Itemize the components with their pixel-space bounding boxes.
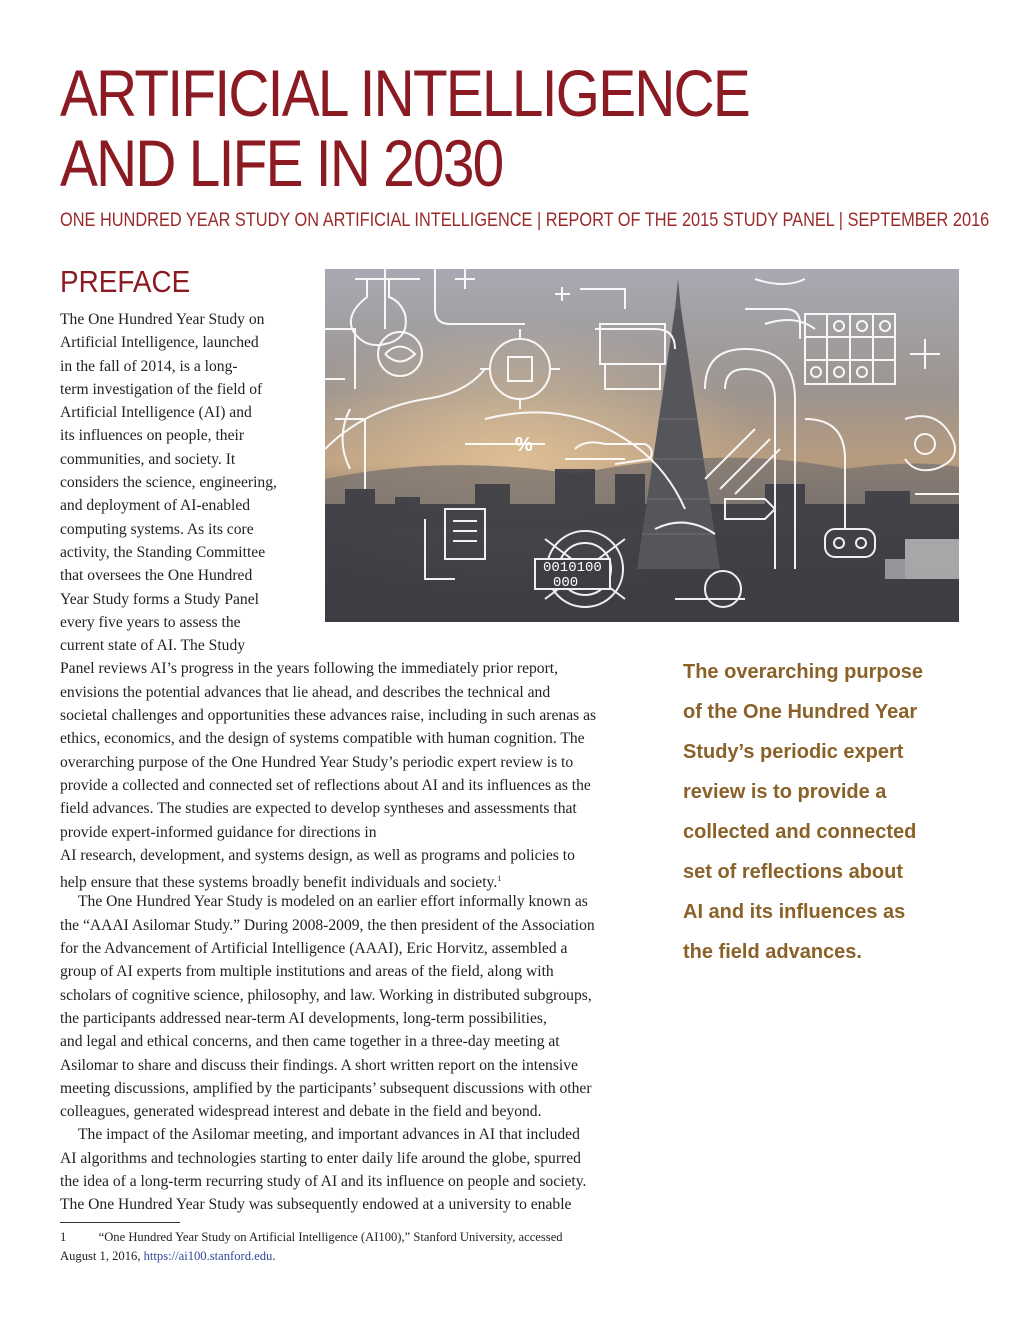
body-line: The impact of the Asilomar meeting, and important advances in AI that included bbox=[78, 1126, 580, 1144]
pull-quote-line: Study’s periodic expert bbox=[683, 741, 904, 763]
body-line: AI algorithms and technologies starting to enter daily life around the globe, spurred bbox=[60, 1149, 581, 1167]
body-line: computing systems. As its core bbox=[60, 520, 254, 538]
body-line: Artificial Intelligence (AI) and bbox=[60, 404, 252, 422]
body-line: term investigation of the field of bbox=[60, 380, 263, 398]
footnote-marker[interactable]: 1 bbox=[497, 874, 502, 884]
title-line-1: ARTIFICIAL INTELLIGENCE bbox=[60, 56, 750, 130]
body-line: Year Study forms a Study Panel bbox=[60, 590, 259, 608]
pull-quote-line: review is to provide a bbox=[683, 781, 887, 803]
body-line: the idea of a long-term recurring study of AI and its influence on people and society. bbox=[60, 1172, 587, 1190]
pull-quote-line: collected and connected bbox=[683, 821, 917, 843]
body-line: and legal and ethical concerns, and then came together in a three-day meeting at bbox=[60, 1033, 560, 1051]
pull-quote-line: The overarching purpose bbox=[683, 661, 924, 683]
body-line-text: help ensure that these systems broadly benefit individuals and society. bbox=[60, 874, 498, 892]
body-line: provide expert-informed guidance for directions in bbox=[60, 823, 377, 841]
body-line: its influences on people, their bbox=[60, 427, 245, 445]
body-line: The One Hundred Year Study was subsequently endowed at a university to enable bbox=[60, 1196, 572, 1214]
pull-quote-line: set of reflections about bbox=[683, 861, 904, 883]
footnote-number: 1 bbox=[60, 1230, 67, 1244]
footnote-line-1 bbox=[60, 1228, 660, 1247]
preface-body bbox=[60, 308, 596, 1217]
body-line: considers the science, engineering, bbox=[60, 474, 277, 492]
report-subtitle: ONE HUNDRED YEAR STUDY ON ARTIFICIAL INTELLIGENCE | REPORT OF THE 2015 STUDY PANEL | SEPTEMBER 2016 bbox=[60, 210, 990, 231]
body-line: envisions the potential advances that lie ahead, and describes the technical and bbox=[60, 683, 551, 701]
body-line: Asilomar to share and discuss their findings. A short written report on the intensive bbox=[60, 1056, 578, 1074]
pull-quote-line: AI and its influences as bbox=[683, 901, 906, 923]
body-line: provide a collected and connected set of reflections about AI and its influences as the bbox=[60, 776, 591, 794]
body-line: and deployment of AI-enabled bbox=[60, 497, 251, 515]
footnote-line-2 bbox=[60, 1247, 660, 1266]
body-line: current state of AI. The Study bbox=[60, 637, 246, 655]
body-line: that oversees the One Hundred bbox=[60, 567, 253, 585]
footnote-text-prefix: August 1, 2016, bbox=[60, 1249, 144, 1263]
pull-quote-line: of the One Hundred Year bbox=[683, 701, 918, 723]
body-line: societal challenges and opportunities these advances raise, including in such arenas as bbox=[60, 707, 597, 725]
body-line: overarching purpose of the One Hundred Year Study’s periodic expert review is to bbox=[60, 753, 574, 771]
body-line: scholars of cognitive science, philosophy, and law. Working in distributed subgroups, bbox=[60, 986, 592, 1004]
pull-quote-line: the field advances. bbox=[683, 941, 862, 963]
footnote-link[interactable]: https://ai100.stanford.edu bbox=[143, 1249, 273, 1263]
binary-text-1: 0010100 bbox=[543, 560, 602, 576]
section-heading: PREFACE bbox=[60, 264, 191, 299]
pull-quote bbox=[683, 652, 983, 972]
body-line: meeting discussions, amplified by the participants’ subsequent discussions with other bbox=[60, 1079, 592, 1097]
report-title bbox=[60, 58, 834, 198]
footnote-text-suffix: . bbox=[272, 1249, 276, 1263]
title-line-2: AND LIFE IN 2030 bbox=[60, 126, 503, 200]
footnote bbox=[60, 1228, 660, 1266]
body-line: activity, the Standing Committee bbox=[60, 543, 266, 561]
body-line: colleagues, generated widespread interest and debate in the field and beyond. bbox=[60, 1103, 542, 1121]
binary-text-2: 000 bbox=[553, 575, 579, 591]
body-line: The One Hundred Year Study is modeled on an earlier effort informally known as bbox=[78, 893, 588, 911]
body-line: communities, and society. It bbox=[60, 450, 236, 468]
percent-symbol: % bbox=[515, 434, 533, 456]
body-line: AI research, development, and systems design, as well as programs and policies to bbox=[60, 846, 575, 864]
body-line: the “AAAI Asilomar Study.” During 2008-2009, the then president of the Association bbox=[60, 916, 595, 934]
body-line: in the fall of 2014, is a long- bbox=[60, 357, 238, 375]
body-line: every five years to assess the bbox=[60, 613, 241, 631]
body-line: The One Hundred Year Study on bbox=[60, 311, 265, 328]
body-line: ethics, economics, and the design of systems compatible with human cognition. The bbox=[60, 730, 585, 748]
body-line: field advances. The studies are expected to develop syntheses and assessments that bbox=[60, 800, 577, 818]
footnote-divider bbox=[60, 1222, 180, 1223]
footnote-text: “One Hundred Year Study on Artificial Intelligence (AI100),” Stanford University, accessed bbox=[98, 1230, 563, 1244]
body-line: the participants addressed near-term AI developments, long-term possibilities, bbox=[60, 1009, 547, 1027]
body-line: group of AI experts from multiple institutions and areas of the field, along with bbox=[60, 963, 554, 981]
body-line: Panel reviews AI’s progress in the years following the immediately prior report, bbox=[60, 660, 559, 678]
body-line bbox=[60, 867, 596, 890]
body-line: Artificial Intelligence, launched bbox=[60, 334, 259, 352]
body-line: for the Advancement of Artificial Intelligence (AAAI), Eric Horvitz, assembled a bbox=[60, 940, 568, 958]
